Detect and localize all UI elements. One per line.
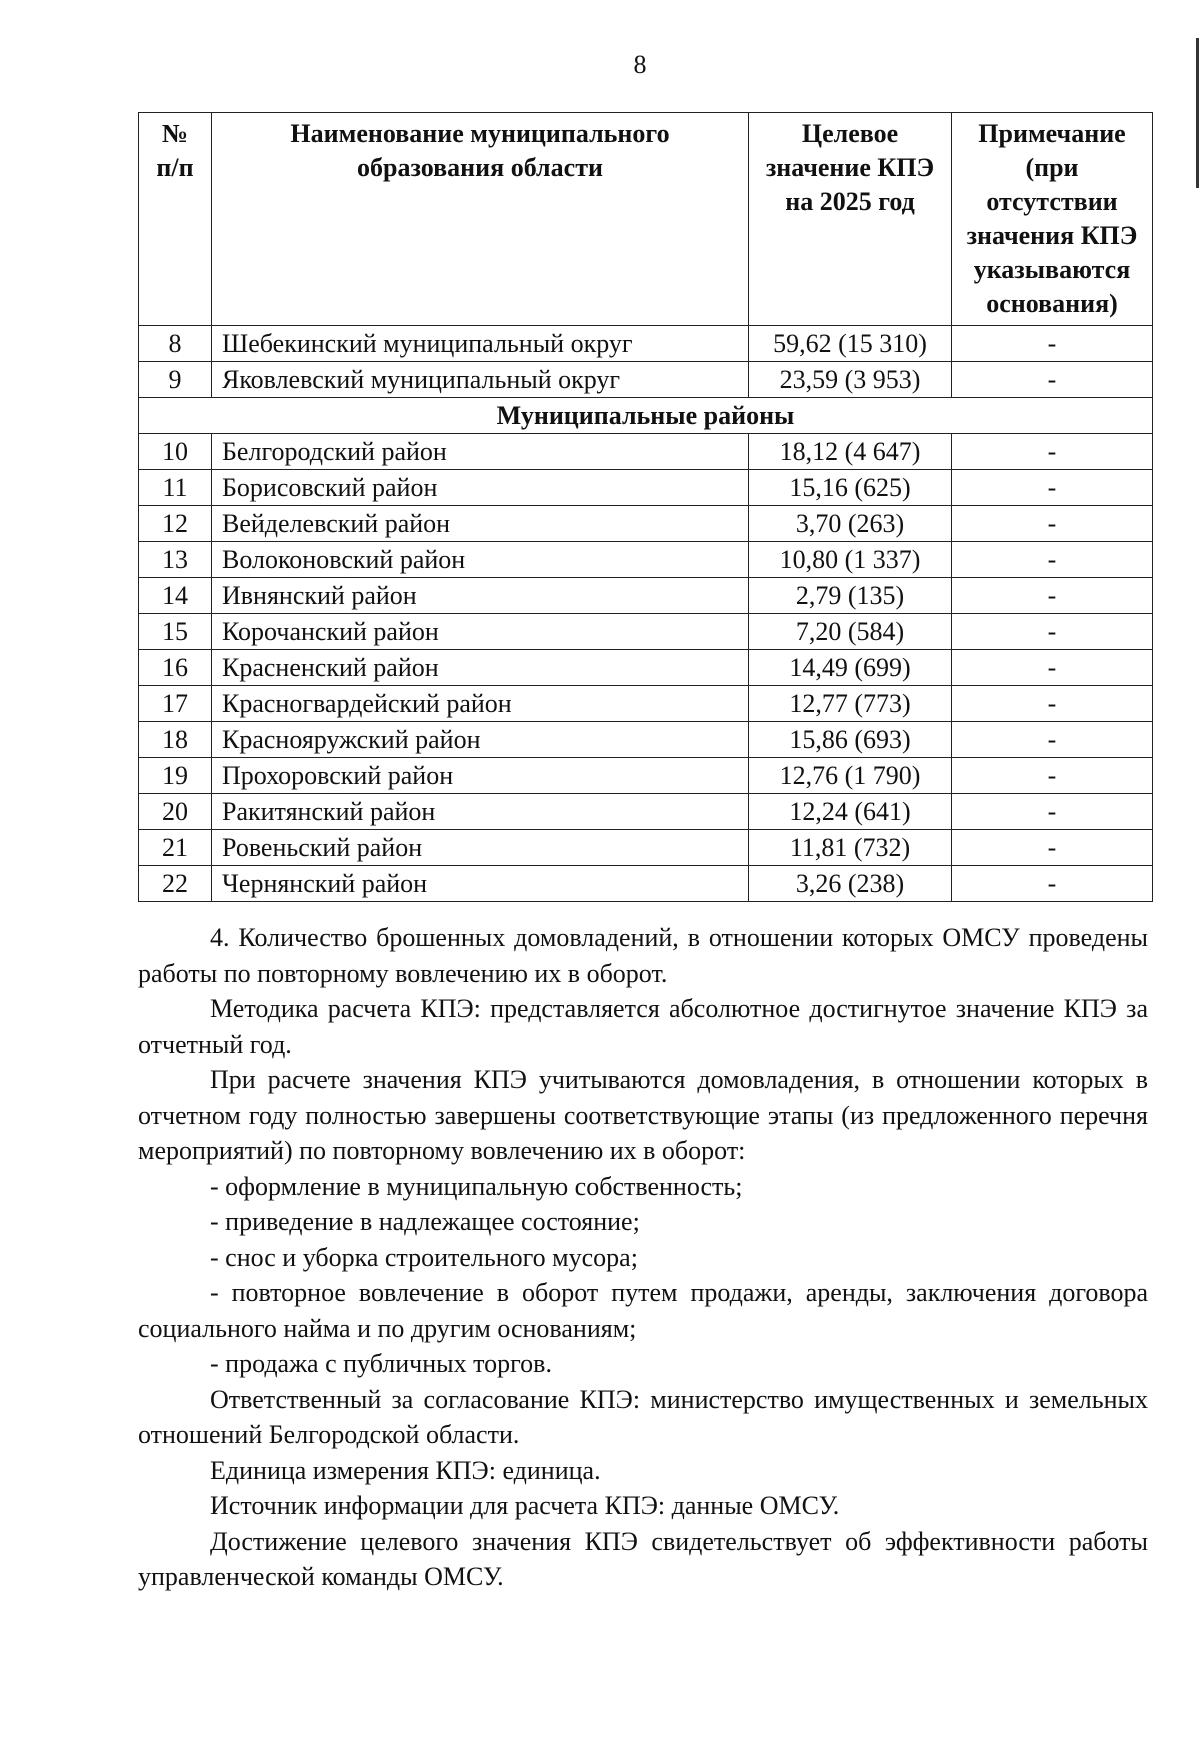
row-name: Краснояружский район (212, 722, 749, 758)
row-name: Ровеньский район (212, 830, 749, 866)
row-name: Борисовский район (212, 470, 749, 506)
table-row (139, 758, 1153, 794)
paragraph-responsible: Ответственный за согласование КПЭ: министерство имущественных и земельных отношений Белгородской области. (138, 1384, 1148, 1449)
row-value: 23,59 (3 953) (749, 362, 952, 398)
header-num: № п/п (139, 113, 212, 326)
row-note: - (952, 866, 1153, 902)
header-value: Целевое значение КПЭ на 2025 год (749, 113, 952, 326)
row-value: 59,62 (15 310) (749, 326, 952, 362)
row-num: 18 (139, 722, 212, 758)
table-row (139, 830, 1153, 866)
scan-edge-line (1196, 38, 1199, 188)
list-item: - оформление в муниципальную собственность; (210, 1171, 743, 1201)
table-row (139, 578, 1153, 614)
row-name: Ракитянский район (212, 794, 749, 830)
section-row (139, 398, 1153, 434)
row-name: Красногвардейский район (212, 686, 749, 722)
table-row (139, 506, 1153, 542)
row-value: 14,49 (699) (749, 650, 952, 686)
row-name: Красненский район (212, 650, 749, 686)
table-row (139, 794, 1153, 830)
row-value: 12,24 (641) (749, 794, 952, 830)
header-note-title: Примечание (978, 119, 1126, 148)
kpe-table (138, 112, 1153, 902)
section-title: Муниципальные районы (139, 398, 1153, 434)
row-value: 15,16 (625) (749, 470, 952, 506)
paragraph-unit: Единица измерения КПЭ: единица. (210, 1455, 601, 1485)
row-name: Корочанский район (212, 614, 749, 650)
header-name: Наименование муниципального образования области (212, 113, 749, 326)
table-row (139, 434, 1153, 470)
row-num: 20 (139, 794, 212, 830)
row-note: - (952, 470, 1153, 506)
table-row (139, 542, 1153, 578)
row-num: 13 (139, 542, 212, 578)
header-note-body: (при отсутствии значения КПЭ указываются основания) (966, 153, 1138, 318)
row-note: - (952, 326, 1153, 362)
row-num: 9 (139, 362, 212, 398)
table-row (139, 470, 1153, 506)
row-note: - (952, 650, 1153, 686)
table-row (139, 326, 1153, 362)
row-value: 18,12 (4 647) (749, 434, 952, 470)
table-header-row (139, 113, 1153, 326)
row-name: Ивнянский район (212, 578, 749, 614)
row-value: 12,76 (1 790) (749, 758, 952, 794)
table-row (139, 686, 1153, 722)
row-num: 11 (139, 470, 212, 506)
row-num: 10 (139, 434, 212, 470)
row-num: 21 (139, 830, 212, 866)
row-note: - (952, 722, 1153, 758)
paragraph-achievement: Достижение целевого значения КПЭ свидетельствует об эффективности работы управленческой команды ОМСУ. (138, 1526, 1148, 1591)
table-row (139, 362, 1153, 398)
header-note (952, 113, 1153, 326)
paragraph-method: Методика расчета КПЭ: представляется абсолютное достигнутое значение КПЭ за отчетный год. (138, 994, 1148, 1059)
row-name: Вейделевский район (212, 506, 749, 542)
row-value: 3,26 (238) (749, 866, 952, 902)
row-num: 16 (139, 650, 212, 686)
row-note: - (952, 362, 1153, 398)
row-num: 12 (139, 506, 212, 542)
row-name: Чернянский район (212, 866, 749, 902)
row-note: - (952, 830, 1153, 866)
paragraph-calculation: При расчете значения КПЭ учитываются домовладения, в отношении которых в отчетном году полностью завершены соответствующие этапы (из предложенного перечня мероприятий) по повторному вовлечению их в оборот: (138, 1065, 1148, 1165)
row-note: - (952, 794, 1153, 830)
row-name: Белгородский район (212, 434, 749, 470)
row-note: - (952, 434, 1153, 470)
row-note: - (952, 614, 1153, 650)
list-item: - повторное вовлечение в оборот путем продажи, аренды, заключения договора социального найма и по другим основаниям; (138, 1278, 1148, 1343)
table-row (139, 722, 1153, 758)
list-item: - снос и уборка строительного мусора; (210, 1242, 638, 1272)
row-num: 17 (139, 686, 212, 722)
row-note: - (952, 542, 1153, 578)
list-item: - продажа с публичных торгов. (210, 1349, 552, 1378)
page-number: 8 (633, 50, 647, 79)
row-note: - (952, 686, 1153, 722)
row-value: 10,80 (1 337) (749, 542, 952, 578)
table-row (139, 614, 1153, 650)
row-value: 12,77 (773) (749, 686, 952, 722)
row-num: 19 (139, 758, 212, 794)
row-num: 22 (139, 866, 212, 902)
row-name: Яковлевский муниципальный округ (212, 362, 749, 398)
row-name: Прохоровский район (212, 758, 749, 794)
body-text (138, 920, 1148, 1595)
row-note: - (952, 758, 1153, 794)
table-row (139, 866, 1153, 902)
paragraph-source: Источник информации для расчета КПЭ: данные ОМСУ. (210, 1491, 840, 1520)
row-value: 2,79 (135) (749, 578, 952, 614)
row-note: - (952, 506, 1153, 542)
row-name: Шебекинский муниципальный округ (212, 326, 749, 362)
row-note: - (952, 578, 1153, 614)
row-num: 14 (139, 578, 212, 614)
row-value: 7,20 (584) (749, 614, 952, 650)
row-value: 11,81 (732) (749, 830, 952, 866)
list-item: - приведение в надлежащее состояние; (210, 1207, 640, 1236)
row-name: Волоконовский район (212, 542, 749, 578)
table-row (139, 650, 1153, 686)
row-value: 15,86 (693) (749, 722, 952, 758)
paragraph-kpe-4-title: 4. Количество брошенных домовладений, в отношении которых ОМСУ проведены работы по повторному вовлечению их в оборот. (138, 923, 1148, 988)
row-value: 3,70 (263) (749, 506, 952, 542)
row-num: 15 (139, 614, 212, 650)
row-num: 8 (139, 326, 212, 362)
